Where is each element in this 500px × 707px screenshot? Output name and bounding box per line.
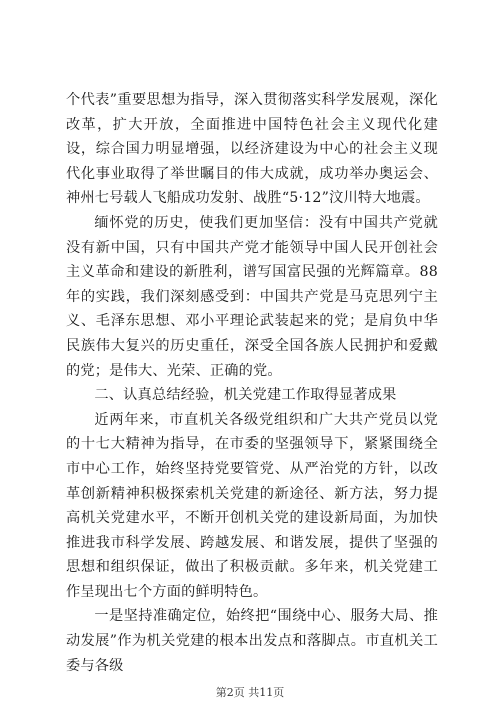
- document-body: [66, 88, 438, 678]
- paragraph-2: 缅怀党的历史，使我们更加坚信：没有中国共产党就没有新中国，只有中国共产党才能领导中国人民开创社会主义革命和建设的新胜利，谱写国富民强的光辉篇章。88年的实践，我们深刻感受到：中国共产党是马克思列宁主义、毛泽东思想、邓小平理论武装起来的党；是肩负中华民族伟大复兴的历史重任，深受全国各族人民拥护和爱戴的党；是伟大、光荣、正确的党。: [66, 214, 438, 379]
- page-number-footer: 第2页 共11页: [215, 686, 285, 699]
- paragraph-4: 一是坚持准确定位，始终把“围绕中心、服务大局、推动发展”作为机关党建的根本出发点和落脚点。市直机关工委与各级: [66, 608, 438, 674]
- paragraph-3: 近两年来，市直机关各级党组织和广大共产党员以党的十七大精神为指导，在市委的坚强领导下，紧紧围绕全市中心工作，始终坚持党要管党、从严治党的方针，以改革创新精神积极探索机关党建的新途径、新方法，努力提高机关党建水平，不断开创机关党的建设新局面，为加快推进我市科学发展、跨越发展、和谐发展，提供了坚强的思想和组织保证，做出了积极贡献。多年来，机关党建工作呈现出七个方面的鲜明特色。: [66, 411, 438, 600]
- section-heading: 二、认真总结经验，机关党建工作取得显著成果: [94, 387, 397, 404]
- paragraph-1: 个代表”重要思想为指导，深入贯彻落实科学发展观，深化改革，扩大开放，全面推进中国特色社会主义现代化建设，综合国力明显增强，以经济建设为中心的社会主义现代化事业取得了举世瞩目的伟大成就，成功举办奥运会、神州七号载人飞船成功发射、战胜“5·12”汶川特大地震。: [66, 92, 438, 207]
